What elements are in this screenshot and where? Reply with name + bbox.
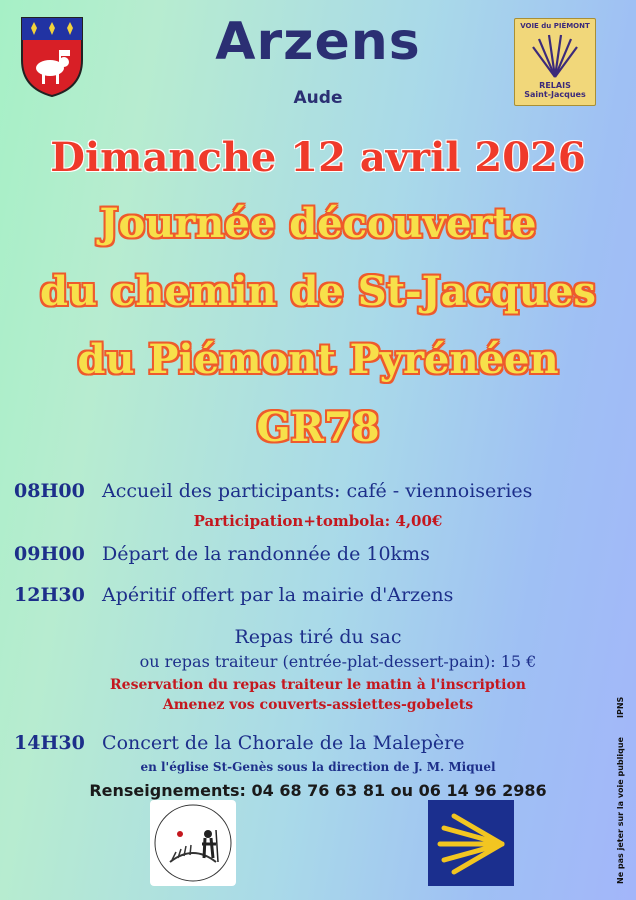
headline-line-2: du chemin de St-Jacques xyxy=(40,268,596,315)
concert-detail: en l'église St-Genès sous la direction de J. M. Miquel xyxy=(140,760,496,774)
event-date: Dimanche 12 avril 2026 xyxy=(50,134,586,181)
scallop-shell-icon xyxy=(428,800,514,886)
disposal-notice: Ne pas jeter sur la voie publique xyxy=(616,737,625,884)
relais-label-2: Saint-Jacques xyxy=(524,90,586,99)
schedule-row xyxy=(14,584,453,606)
contact-info: Renseignements: 04 68 76 63 81 ou 06 14 96 2986 xyxy=(89,781,547,800)
headline-line-1: Journée découverte xyxy=(99,200,537,247)
relais-logo xyxy=(514,18,596,106)
schedule-time: 08H00 xyxy=(14,480,85,502)
schedule-time: 14H30 xyxy=(14,732,85,754)
amis-chemins-logo xyxy=(150,800,236,886)
schedule-row xyxy=(14,732,465,754)
schedule-row xyxy=(14,480,532,502)
scallop-shell-icon xyxy=(531,33,579,79)
schedule-text: Apéritif offert par la mairie d'Arzens xyxy=(102,584,454,606)
schedule-time: 09H00 xyxy=(14,543,85,565)
meal-utensils-note: Amenez vos couverts-assiettes-gobelets xyxy=(162,697,474,713)
headline-line-4: GR78 xyxy=(256,404,380,451)
ipns-label: IPNS xyxy=(616,696,625,718)
meal-title: Repas tiré du sac xyxy=(234,626,402,648)
relais-top-label: VOIE du PIÉMONT xyxy=(520,22,590,30)
relais-label-1: RELAIS xyxy=(539,81,571,90)
scallop-shell-icon xyxy=(428,800,514,886)
meal-option: ou repas traiteur (entrée-plat-dessert-pain): 15 € xyxy=(139,652,537,671)
schedule-time: 12H30 xyxy=(14,584,85,606)
schedule-row xyxy=(14,543,430,565)
region-label: Aude xyxy=(293,88,343,108)
schedule-text: Départ de la randonnée de 10kms xyxy=(102,543,430,565)
relais-bottom-label xyxy=(515,81,595,99)
participation-note: Participation+tombola: 4,00€ xyxy=(193,512,443,530)
schedule-text: Concert de la Chorale de la Malepère xyxy=(102,732,465,754)
page-title: Arzens xyxy=(215,12,421,72)
schedule-text: Accueil des participants: café - viennoiseries xyxy=(102,480,533,502)
pilgrim-icon xyxy=(150,800,236,886)
meal-reservation-note: Reservation du repas traiteur le matin à l'inscription xyxy=(110,677,526,693)
headline-line-3: du Piémont Pyrénéen xyxy=(77,336,559,383)
